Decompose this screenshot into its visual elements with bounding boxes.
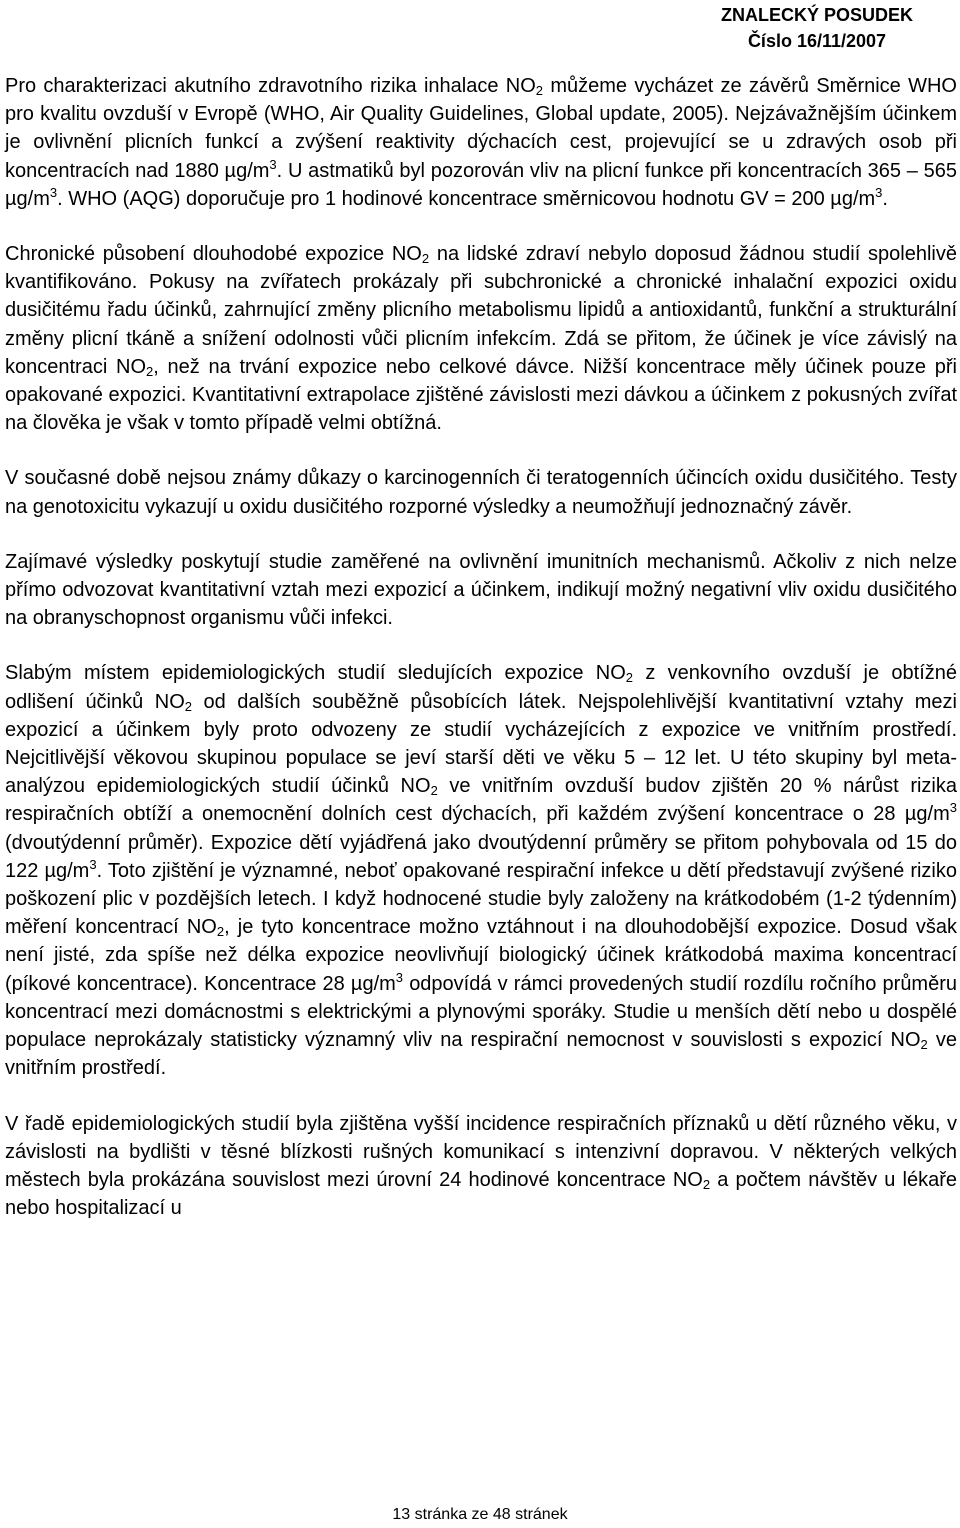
subscript: 2: [535, 83, 544, 98]
text-segment: . U astmatiků byl pozorován vliv na plicní funkce při koncentracích 365 – 565 µg/m: [5, 159, 957, 210]
page-footer: [0, 1505, 960, 1525]
text-segment: (dvoutýdenní průměr). Expozice dětí vyjádřená jako dvoutýdenní průměry se přitom pohybovala od 15 do 122 µg/m: [5, 831, 957, 882]
text-segment: odpovídá v rámci provedených studií rozdílu ročního průměru koncentrací mezi domácnostmi s elektrickými a plynovými sporáky. Studie u menších dětí nebo u dospělé populace neprokázaly statisticky významný vliv na respirační nemocnost v souvislosti s expozicí NO: [5, 972, 958, 1052]
text-segment: ve vnitřním prostředí.: [5, 1029, 957, 1080]
superscript: 3: [89, 856, 97, 872]
page-number: 13 stránka ze 48 stránek: [392, 1506, 568, 1523]
text-segment: z venkovního ovzduší je obtížné odlišení účinků NO: [5, 662, 957, 713]
paragraph-acute-risk: [5, 72, 957, 213]
superscript: 3: [395, 969, 404, 985]
subscript: 2: [625, 670, 634, 686]
superscript: 3: [269, 156, 277, 172]
paragraph-immune-mechanisms: [5, 548, 957, 633]
paragraph-carcinogenicity: [5, 464, 957, 520]
document-title: ZNALECKÝ POSUDEK: [720, 5, 913, 25]
paragraph-traffic-studies: [5, 1110, 957, 1223]
paragraph-chronic-exposure: [5, 240, 957, 437]
document-body: [5, 72, 957, 1222]
subscript: 2: [421, 251, 430, 267]
paragraph-epidemiology: [5, 659, 957, 1082]
subscript: 2: [184, 698, 192, 714]
text-segment: Pro charakterizaci akutního zdravotního rizika inhalace NO: [5, 75, 536, 97]
document-number: Číslo 16/11/2007: [747, 31, 887, 51]
subscript: 2: [702, 1176, 711, 1192]
text-segment: V řadě epidemiologických studií byla zjištěna vyšší incidence respiračních příznaků u dětí různého věku, v závislosti na bydlišti v těsné blízkosti rušných komunikací s intenzivní dopravou. V některých velkých městech byla prokázána souvislost mezi úrovní 24 hodinové koncentrace NO: [5, 1112, 957, 1191]
superscript: 3: [875, 184, 883, 200]
text-segment: Zajímavé výsledky poskytují studie zaměřené na ovlivnění imunitních mechanismů. Ačkoliv z nich nelze přímo odvozovat kvantitativní vztah mezi expozicí a účinkem, indikují možný negativní vliv oxidu dusičitého na obranyschopnost organismu vůči infekci.: [5, 550, 957, 630]
text-segment: můžeme vycházet ze závěrů Směrnice WHO pro kvalitu ovzduší v Evropě (WHO, Air Quality Guidelines, Global update, 2005). Nejzávažnějším účinkem je ovlivnění plicních funkcí a zvýšení reaktivity dýchacích cest, projevující se u zdravých osob při koncentracích nad 1880 µg/m: [5, 75, 957, 182]
text-segment: Chronické působení dlouhodobé expozice NO: [5, 243, 422, 266]
subscript: 2: [430, 783, 438, 799]
superscript: 3: [949, 800, 957, 816]
text-segment: , než na trvání expozice nebo celkové dávce. Nižší koncentrace měly účinek pouze při opakované expozici. Kvantitativní extrapolace zjištěné závislosti mezi dávkou a účinkem z pokusných zvířat na člověka je však v tomto případě velmi obtížná.: [5, 355, 957, 435]
text-segment: od dalších souběžně působících látek. Nejspolehlivější kvantitativní vztahy mezi expozicí a účinkem byly proto odvozeny ze studií vycházejících z expozice ve vnitřním prostředí. Nejcitlivější věkovou skupinou populace se jeví starší děti ve věku 5 – 12 let. U této skupiny byl meta-analýzou epidemiologických studií účinků NO: [5, 690, 957, 798]
text-segment: Slabým místem epidemiologických studií sledujících expozice NO: [5, 662, 626, 685]
subscript: 2: [216, 924, 225, 940]
subscript: 2: [146, 363, 154, 379]
text-segment: V současné době nejsou známy důkazy o karcinogenních či teratogenních účincích oxidu dusičitého. Testy na genotoxicitu vykazují u oxidu dusičitého rozporné výsledky a neumožňují jednoznačný závěr.: [5, 467, 957, 518]
text-segment: . Toto zjištění je významné, neboť opakované respirační infekce u dětí představují zvýšené riziko poškození plic v pozdějších letech. I když hodnocené studie byly založeny na krátkodobém (1-2 týdenním) měření koncentrací NO: [5, 859, 957, 939]
text-segment: .: [882, 187, 888, 210]
document-header: [721, 2, 913, 54]
subscript: 2: [920, 1037, 928, 1053]
superscript: 3: [49, 184, 58, 200]
text-segment: na lidské zdraví nebylo doposud žádnou studií spolehlivě kvantifikováno. Pokusy na zvířatech prokázaly při subchronické a chronické inhalační expozici oxidu dusičitému řadu účinků, zahrnující změny plicního metabolismu lipidů a antioxidantů, funkční a strukturální změny plicní tkáně a snížení odolnosti vůči plicním infekcím. Zdá se přitom, že účinek je více závislý na koncentraci NO: [5, 243, 957, 378]
text-segment: . WHO (AQG) doporučuje pro 1 hodinové koncentrace směrnicovou hodnotu GV = 200 µg/m: [57, 187, 876, 210]
text-segment: , je tyto koncentrace možno vztáhnout i na dlouhodobější expozice. Dosud však není jisté, zda spíše než délka expozice neovlivňují biologický účinek krátkodobá maxima koncentrací (píkové koncentrace). Koncentrace 28 µg/m: [5, 916, 957, 995]
text-segment: a počtem návštěv u lékaře nebo hospitalizací u: [5, 1168, 957, 1220]
text-segment: ve vnitřním ovzduší budov zjištěn 20 % nárůst rizika respiračních obtíží a onemocnění dolních cest dýchacích, při každém zvýšení koncentrace o 28 µg/m: [5, 775, 957, 826]
